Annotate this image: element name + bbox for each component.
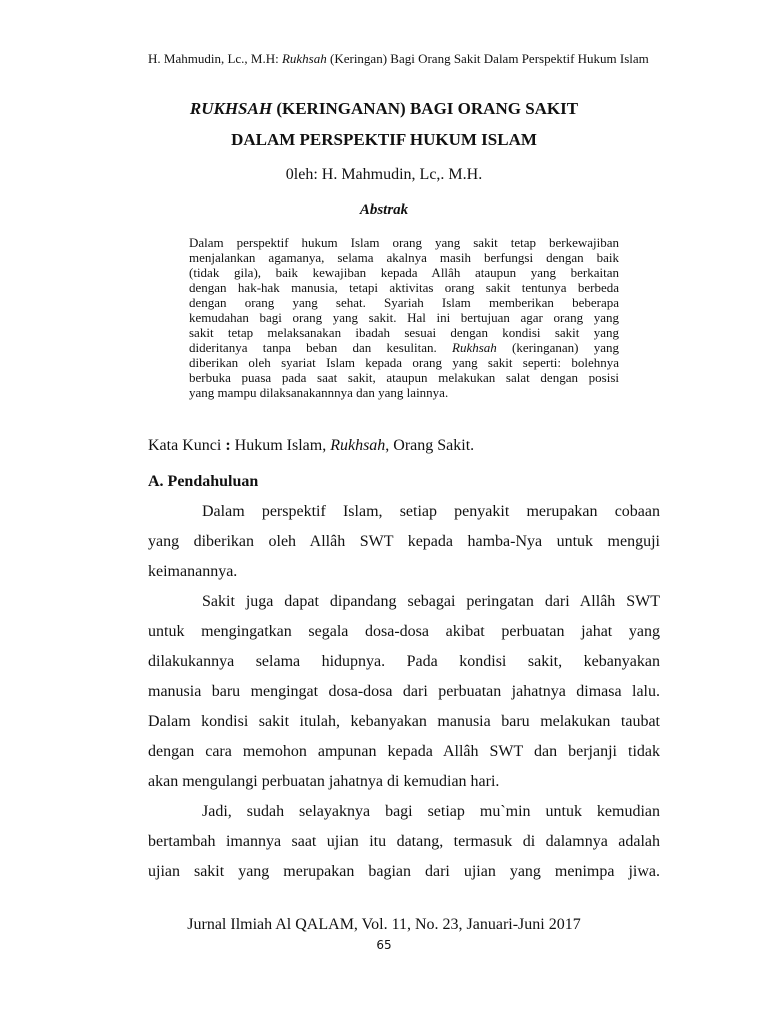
abstract-line: Dalam perspektif hukum Islam orang yang sakit tetap berkewajiban xyxy=(189,235,619,250)
abstract-line-with-italic: dideritanya tanpa beban dan kesulitan. Rukhsah (keringanan) yang xyxy=(189,340,620,355)
running-header-italic-term: Rukhsah xyxy=(281,51,327,66)
body-line: untuk mengingatkan segala dosa-dosa akibat perbuatan jahat yang xyxy=(148,623,660,640)
abstract-line: (tidak gila), baik kewajiban kepada Allâh ataupun yang berkaitan xyxy=(189,265,619,280)
article-title-line-1 xyxy=(110,98,658,119)
abstract-line: dengan orang yang sehat. Syariah Islam memberikan beberapa xyxy=(189,295,619,310)
abstract-body xyxy=(189,235,619,400)
body-line: Dalam perspektif Islam, setiap penyakit merupakan cobaan xyxy=(202,503,660,520)
body-line: Sakit juga dapat dipandang sebagai peringatan dari Allâh SWT xyxy=(202,593,660,610)
abstract-line: yang mampu dilaksanakannnya dan yang lainnya. xyxy=(189,385,449,400)
author-byline: 0leh: H. Mahmudin, Lc,. M.H. xyxy=(285,166,483,183)
abstract-line: dengan hak-hak manusia, tetapi aktivitas orang sakit tentunya berbeda xyxy=(189,280,619,295)
keywords-italic-term: Rukhsah xyxy=(330,437,386,454)
page-number: 65 xyxy=(376,938,392,952)
keywords-colon: : xyxy=(221,437,235,454)
body-line: yang diberikan oleh Allâh SWT kepada hamba-Nya untuk menguji xyxy=(148,533,660,550)
body-line: dilakukannya selama hidupnya. Pada kondisi sakit, kebanyakan xyxy=(148,653,660,670)
abstract-line: diberikan oleh syariat Islam kepada orang yang sakit seperti: bolehnya xyxy=(189,355,619,370)
body-line: ujian sakit yang merupakan bagian dari ujian yang menimpa jiwa. xyxy=(148,863,660,880)
article-title-line-1-rest: (KERINGANAN) BAGI ORANG SAKIT xyxy=(272,99,579,118)
body-line: Jadi, sudah selayaknya bagi setiap mu`min untuk kemudian xyxy=(202,803,660,820)
body-line: dengan cara memohon ampunan kepada Allâh SWT dan berjanji tidak xyxy=(148,743,660,760)
article-title-line-2: DALAM PERSPEKTIF HUKUM ISLAM xyxy=(231,130,537,149)
section-heading: A. Pendahuluan xyxy=(148,473,259,490)
body-line: manusia baru mengingat dosa-dosa dari perbuatan jahatnya dimasa lalu. xyxy=(148,683,660,700)
abstract-line: kemudahan bagi orang yang sakit. Hal ini bertujuan agar orang yang xyxy=(189,310,619,325)
article-title-italic-term: RUKHSAH xyxy=(189,99,273,118)
body-line: Dalam kondisi sakit itulah, kebanyakan manusia baru melakukan taubat xyxy=(148,713,660,730)
abstract-italic-term: Rukhsah xyxy=(452,340,497,355)
abstract-line: sakit tetap melaksanakan ibadah sesuai dengan kondisi sakit yang xyxy=(189,325,619,340)
abstract-heading: Abstrak xyxy=(359,202,409,218)
body-line: akan mengulangi perbuatan jahatnya di kemudian hari. xyxy=(148,773,500,790)
keywords: Kata Kunci : Hukum Islam, Rukhsah, Orang Sakit. xyxy=(148,437,475,454)
body-line: bertambah imannya saat ujian itu datang, termasuk di dalamnya adalah xyxy=(148,833,660,850)
abstract-line: menjalankan agamanya, selama akalnya masih berfungsi dengan baik xyxy=(189,250,619,265)
running-header xyxy=(148,51,668,67)
keywords-label: Kata Kunci xyxy=(148,437,222,454)
journal-footer: Jurnal Ilmiah Al QALAM, Vol. 11, No. 23, Januari-Juni 2017 xyxy=(187,916,581,933)
abstract-line: berbuka puasa pada saat sakit, ataupun melakukan salat dengan posisi xyxy=(189,370,619,385)
body-line: keimanannya. xyxy=(148,563,238,580)
running-header-author: H. Mahmudin, Lc., M.H: xyxy=(148,51,282,66)
running-header-title: (Keringan) Bagi Orang Sakit Dalam Perspektif Hukum Islam xyxy=(326,51,649,66)
